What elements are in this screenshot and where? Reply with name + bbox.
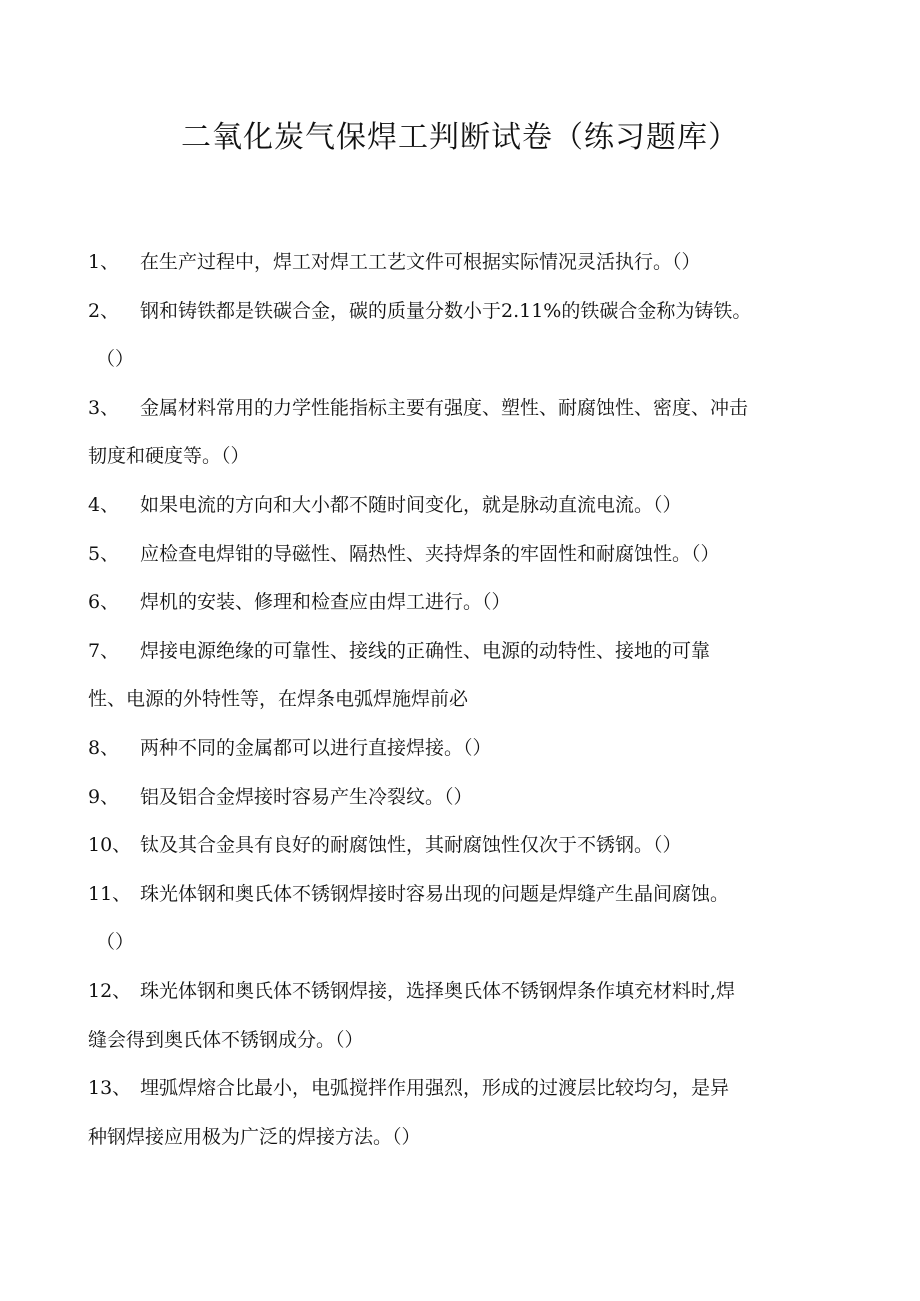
question-text: 金属材料常用的力学性能指标主要有强度、塑性、耐腐蚀性、密度、冲击 [140,396,749,419]
question-10-line-1 [88,825,848,874]
question-number: 12、 [88,979,132,1002]
question-number: 6、 [88,591,120,614]
question-12-line-1 [88,971,848,1020]
question-text: 焊机的安装、修理和检查应由焊工进行。（） [140,591,511,614]
question-text: 如果电流的方向和大小都不随时间变化，就是脉动直流电流。（） [140,493,682,516]
question-number: 9、 [88,785,120,808]
page-title: 二氧化炭气保焊工判断试卷（练习题库） [181,120,739,155]
question-number: 11、 [88,882,132,905]
question-text-continued: 缝会得到奥氏体不锈钢成分。（） [88,1028,364,1051]
question-text: 应检查电焊钳的导磁性、隔热性、夹持焊条的牢固性和耐腐蚀性。（） [140,542,720,565]
question-text-continued: 种钢焊接应用极为广泛的焊接方法。（） [88,1125,421,1148]
question-number: 1、 [88,251,120,273]
question-9-line-1 [88,777,848,826]
question-8-line-1 [88,728,848,777]
question-text: 两种不同的金属都可以进行直接焊接。（） [140,736,492,759]
question-2-line-2 [88,339,848,388]
question-13-line-1 [88,1068,848,1117]
question-text: 珠光体钢和奥氏体不锈钢焊接时容易出现的问题是焊缝产生晶间腐蚀。 [140,882,730,905]
question-number: 8、 [88,736,120,759]
question-text: 钢和铸铁都是铁碳合金，碳的质量分数小于2.11%的铁碳合金称为铸铁。 [140,299,752,322]
question-text: 埋弧焊熔合比最小，电弧搅拌作用强烈，形成的过渡层比较均匀，是异 [140,1077,730,1100]
question-3-line-2 [88,436,848,485]
question-number: 2、 [88,299,120,322]
question-number: 5、 [88,542,120,565]
question-number: 3、 [88,396,120,419]
question-11-line-1 [88,874,848,923]
question-text-continued: 韧度和硬度等。（） [88,445,250,468]
question-text-continued: （） [96,931,135,954]
question-number: 13、 [88,1077,132,1100]
question-7-line-1 [88,631,848,680]
question-11-line-2 [88,922,848,971]
question-text: 钛及其合金具有良好的耐腐蚀性，其耐腐蚀性仅次于不锈钢。（） [140,834,682,857]
question-2-line-1 [88,291,848,340]
question-text: 铝及铝合金焊接时容易产生冷裂纹。（） [140,785,473,808]
question-13-line-2 [88,1117,848,1166]
question-4-line-1 [88,485,848,534]
question-5-line-1 [88,534,848,583]
question-12-line-2 [88,1020,848,1069]
question-text: 焊接电源绝缘的可靠性、接线的正确性、电源的动特性、接地的可靠 [140,639,711,662]
question-number: 7、 [88,639,120,662]
question-3-line-1 [88,388,848,437]
question-text: 珠光体钢和奥氏体不锈钢焊接，选择奥氏体不锈钢焊条作填充材料时,焊 [140,979,736,1002]
question-list [88,242,848,1165]
question-number: 4、 [88,493,120,516]
question-text: 在生产过程中，焊工对焊工工艺文件可根据实际情况灵活执行。（） [140,251,701,273]
question-text-continued: （） [96,348,135,371]
question-text-continued: 性、电源的外特性等，在焊条电弧焊施焊前必 [88,688,469,711]
question-number: 10、 [88,834,132,857]
question-7-line-2 [88,679,848,728]
question-6-line-1 [88,582,848,631]
question-1-line-1 [88,242,848,291]
